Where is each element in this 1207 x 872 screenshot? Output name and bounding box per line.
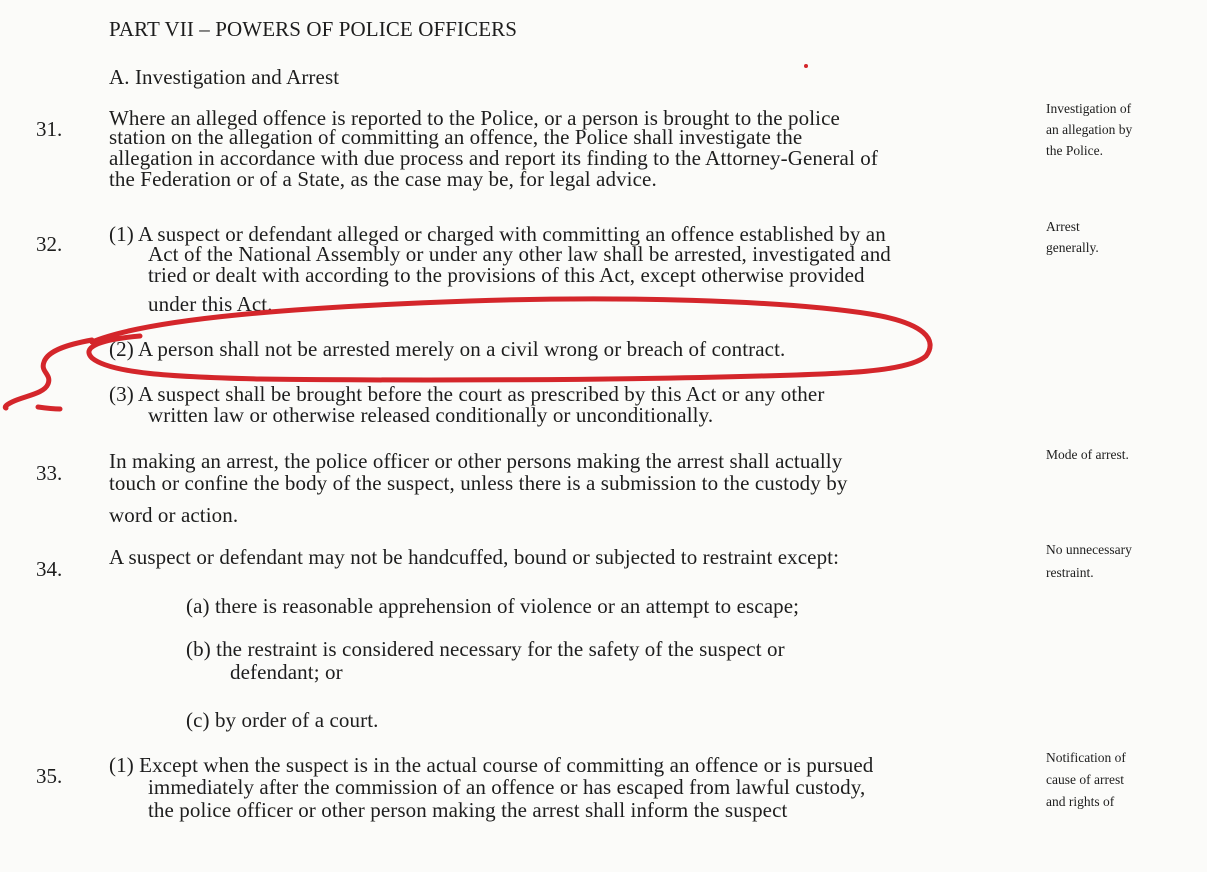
section-33-line: In making an arrest, the police officer or other persons making the arrest shall actually — [109, 449, 843, 473]
ink-speck — [804, 64, 808, 68]
subheading: A. Investigation and Arrest — [109, 65, 340, 89]
margin-note: Notification of — [1046, 750, 1126, 765]
section-32-p1-line: (1) A suspect or defendant alleged or charged with committing an offence established by an — [109, 222, 886, 246]
section-35-line: the police officer or other person making the arrest shall inform the suspect — [148, 798, 788, 822]
section-34-item-a: (a) there is reasonable apprehension of violence or an attempt to escape; — [186, 594, 800, 618]
dash-stroke — [38, 407, 60, 409]
section-number: 34. — [36, 557, 63, 581]
section-33-line: touch or confine the body of the suspect, unless there is a submission to the custody by — [109, 471, 848, 495]
section-34-item-c: (c) by order of a court. — [186, 708, 379, 732]
section-number: 31. — [36, 117, 63, 141]
squiggle-stroke — [5, 340, 92, 408]
margin-note: Arrest — [1046, 219, 1080, 234]
margin-note: Mode of arrest. — [1046, 447, 1129, 462]
section-34-item-b-line: (b) the restraint is considered necessary for the safety of the suspect or — [186, 637, 785, 661]
section-31-line: station on the allegation of committing an offence, the Police shall investigate the — [109, 125, 803, 149]
part-title: PART VII – POWERS OF POLICE OFFICERS — [109, 17, 518, 41]
margin-note: the Police. — [1046, 143, 1103, 158]
section-number: 35. — [36, 764, 63, 788]
section-32-p3-line: (3) A suspect shall be brought before the court as prescribed by this Act or any other — [109, 382, 825, 406]
section-32-p2: (2) A person shall not be arrested merely on a civil wrong or breach of contract. — [109, 337, 786, 361]
margin-note: generally. — [1046, 240, 1099, 255]
margin-note: and rights of — [1046, 794, 1115, 809]
section-31-line: allegation in accordance with due process and report its finding to the Attorney-General of — [109, 146, 878, 170]
margin-note: an allegation by — [1046, 122, 1133, 137]
section-32-p3-line: written law or otherwise released conditionally or unconditionally. — [148, 403, 714, 427]
section-32-p1-line: tried or dealt with according to the provisions of this Act, except otherwise provided — [148, 263, 865, 287]
section-number: 33. — [36, 461, 63, 485]
margin-note: Investigation of — [1046, 101, 1132, 116]
section-32-p1-line: Act of the National Assembly or under any other law shall be arrested, investigated and — [148, 242, 891, 266]
margin-note: cause of arrest — [1046, 772, 1124, 787]
section-31-line: the Federation or of a State, as the case may be, for legal advice. — [109, 167, 657, 191]
section-35-line: immediately after the commission of an offence or has escaped from lawful custody, — [148, 775, 866, 799]
section-number: 32. — [36, 232, 63, 256]
section-31-line: Where an alleged offence is reported to the Police, or a person is brought to the police — [109, 106, 840, 130]
section-34-item-b-line: defendant; or — [230, 660, 343, 684]
margin-note: No unnecessary — [1046, 542, 1132, 557]
section-33-line: word or action. — [109, 503, 239, 527]
section-35-line: (1) Except when the suspect is in the actual course of committing an offence or is pursued — [109, 753, 874, 777]
section-34-intro: A suspect or defendant may not be handcuffed, bound or subjected to restraint except: — [109, 545, 840, 569]
section-32-p1-line: under this Act. — [148, 292, 273, 316]
margin-note: restraint. — [1046, 565, 1094, 580]
